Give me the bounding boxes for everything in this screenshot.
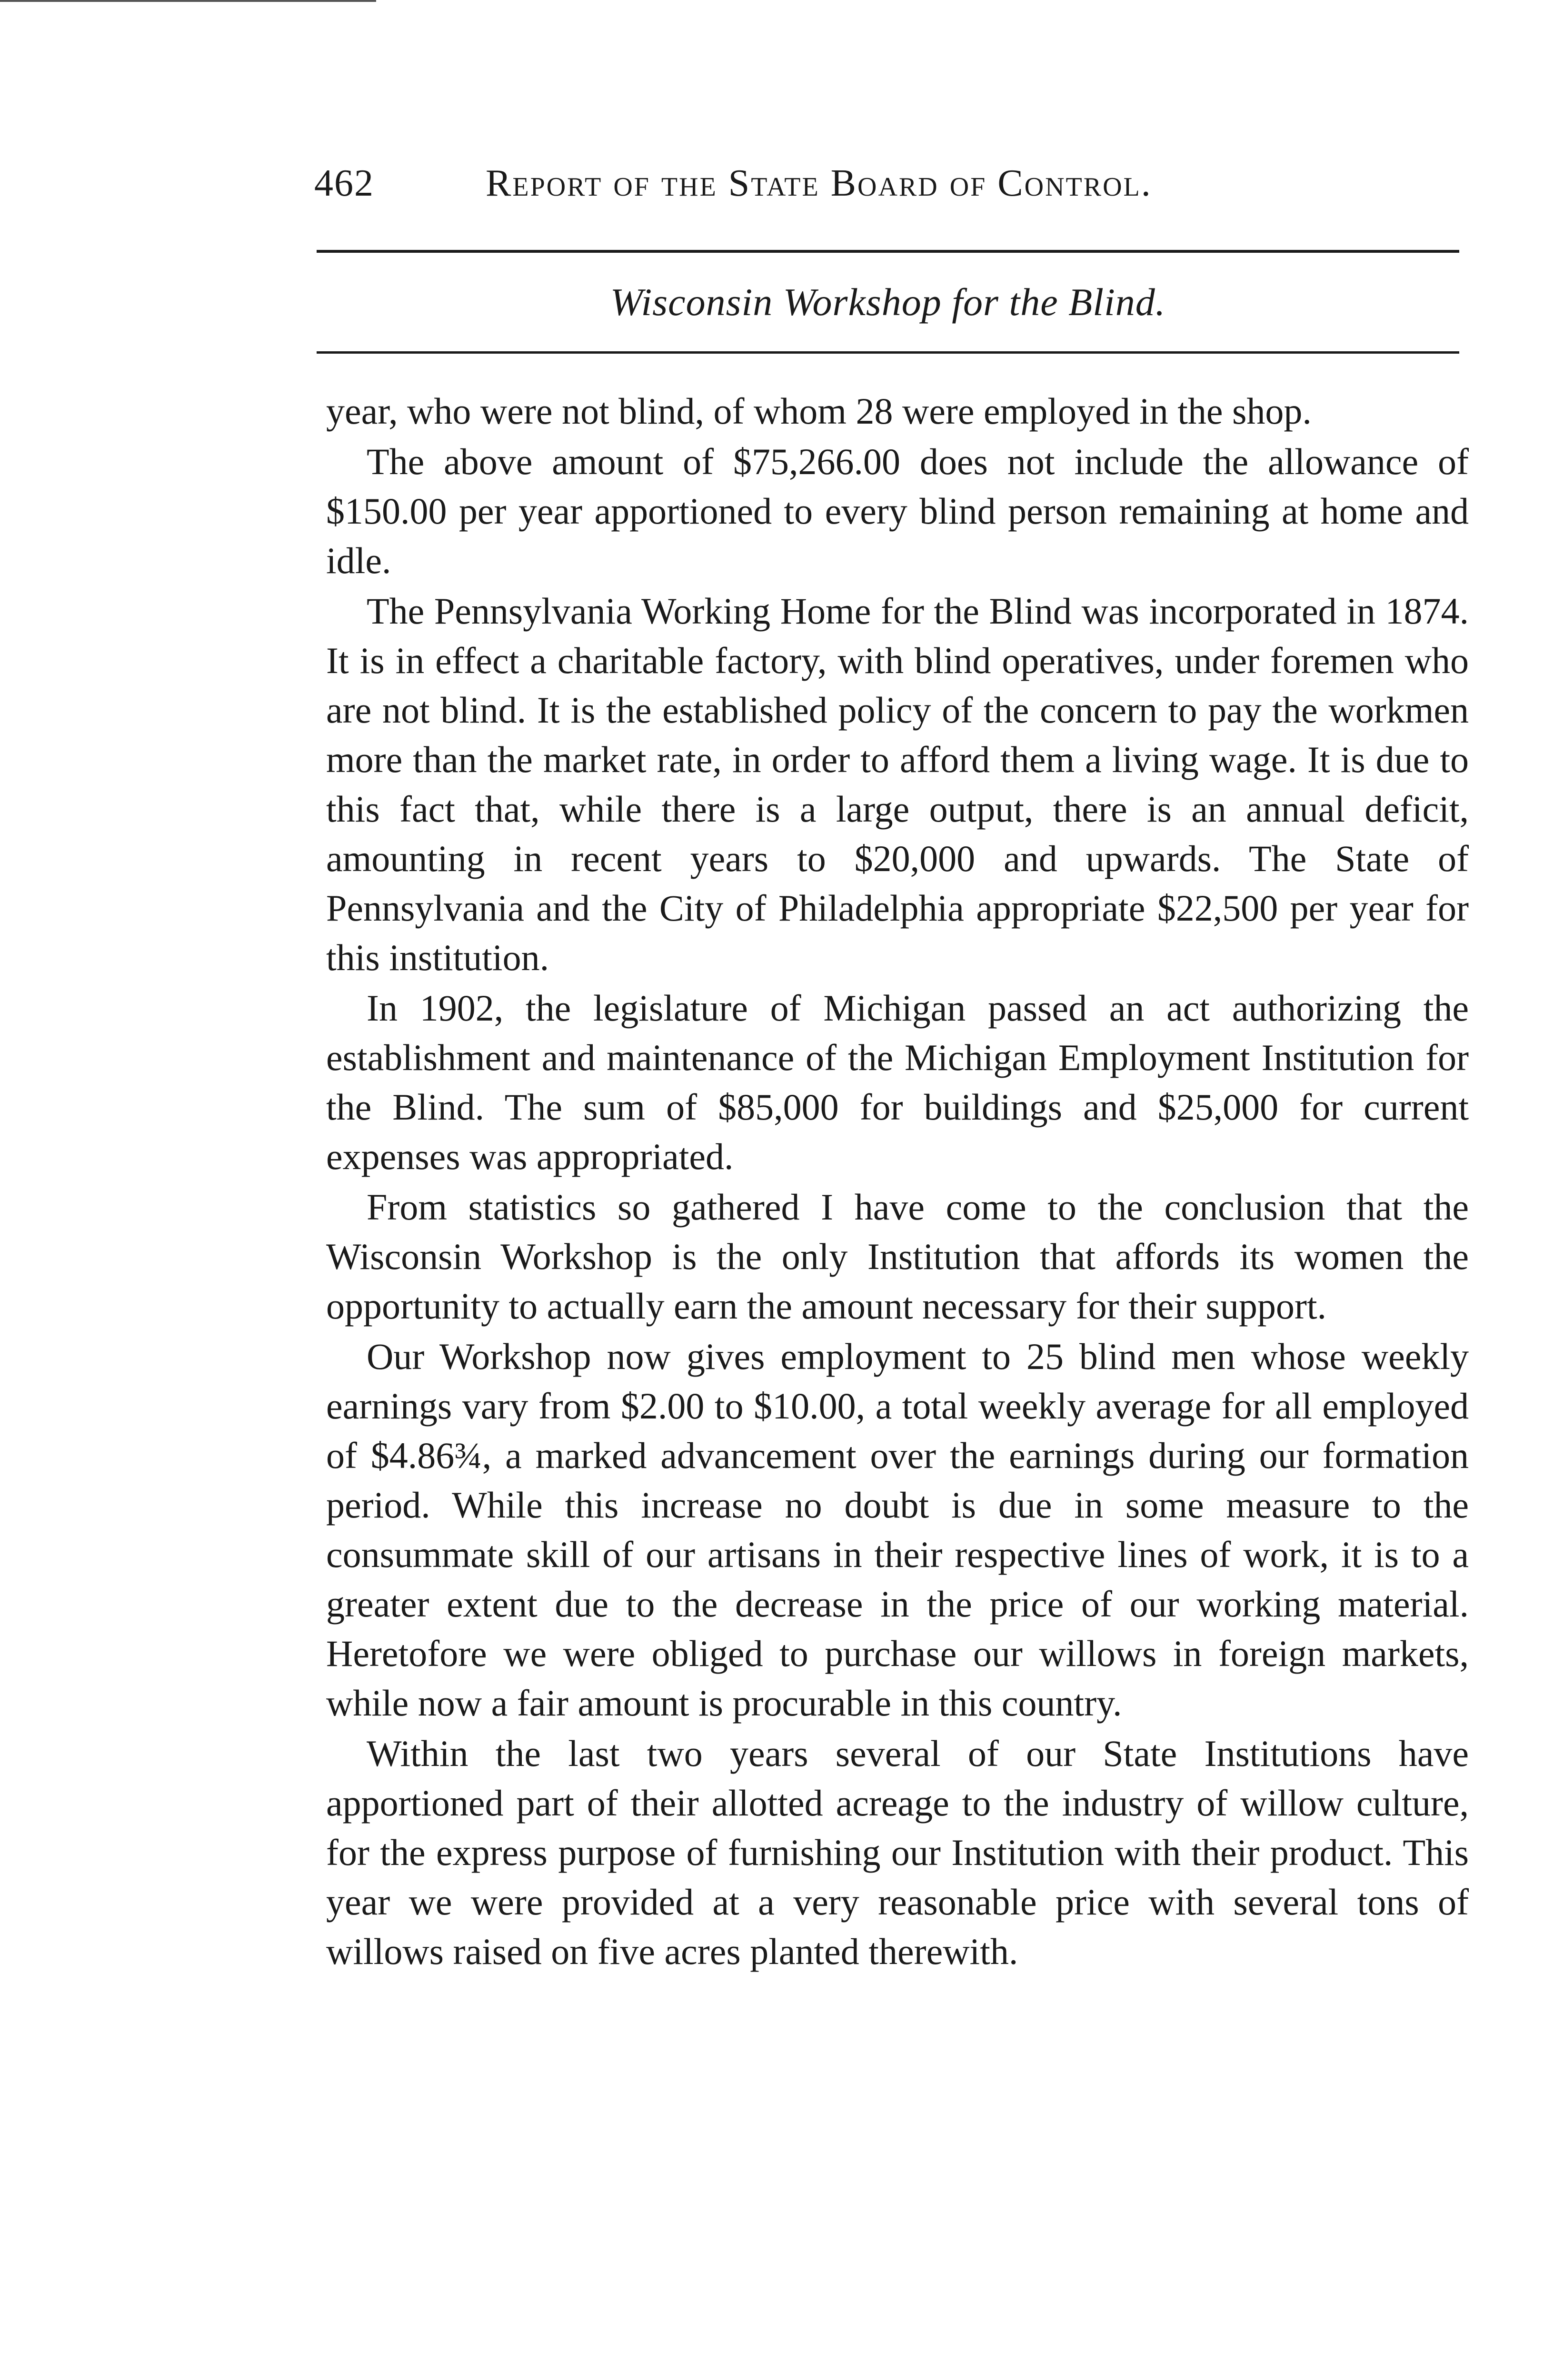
section-title: Wisconsin Workshop for the Blind. xyxy=(610,280,1166,324)
paragraph: The Pennsylvania Working Home for the Blind was incorporated in 1874. It is in effect a charitable factory, with blind operatives, under foremen who are not blind. It is the established policy of the concern to pay the workmen more than the market rate, in order to afford them a living wage. It is due to this fact that, while there is a large output, there is an annual deficit, amounting in recent years to $20,000 and upwards. The State of Pennsylvania and the City of Philadelphia appropriate $22,500 per year for this institution. xyxy=(326,590,1469,978)
paragraph: The above amount of $75,266.00 does not include the allowance of $150.00 per year apportioned to every blind person remaining at home and idle. xyxy=(326,441,1469,581)
paragraph: From statistics so gathered I have come to the conclusion that the Wisconsin Workshop is the only Institution that affords its women the opportunity to actually earn the amount necessary for their support. xyxy=(326,1186,1469,1327)
book-title: Report of the State Board of Control. xyxy=(486,162,1152,204)
paragraph: Our Workshop now gives employment to 25 blind men whose weekly earnings vary from $2.00 to $10.00, a total weekly average for all employed of $4.86¾, a marked advancement over the earnings during our formation period. While this increase no doubt is due in some measure to the consummate skill of our artisans in their respective lines of work, it is to a greater extent due to the decrease in the price of our working material. Heretofore we were obliged to purchase our willows in foreign markets, while now a fair amount is procurable in this country. xyxy=(326,1336,1469,1724)
page-number: 462 xyxy=(314,162,374,204)
paragraph: Within the last two years several of our State Institutions have apportioned part of their allotted acreage to the industry of willow culture, for the express purpose of furnishing our Institution with their product. This year we were provided at a very reasonable price with several tons of willows raised on five acres planted therewith. xyxy=(326,1733,1469,1972)
header-rule-top xyxy=(317,250,1459,253)
running-head xyxy=(314,152,1466,214)
paragraph-continued: year, who were not blind, of whom 28 were employed in the shop. xyxy=(326,390,1312,432)
header-rule-bottom xyxy=(317,351,1459,354)
scan-edge-line xyxy=(0,0,376,2)
body-text xyxy=(326,387,1469,1976)
paragraph: In 1902, the legislature of Michigan passed an act authorizing the establishment and maintenance of the Michigan Employment Institution for the Blind. The sum of $85,000 for buildings and $25,000 for current expenses was appropriated. xyxy=(326,987,1469,1177)
